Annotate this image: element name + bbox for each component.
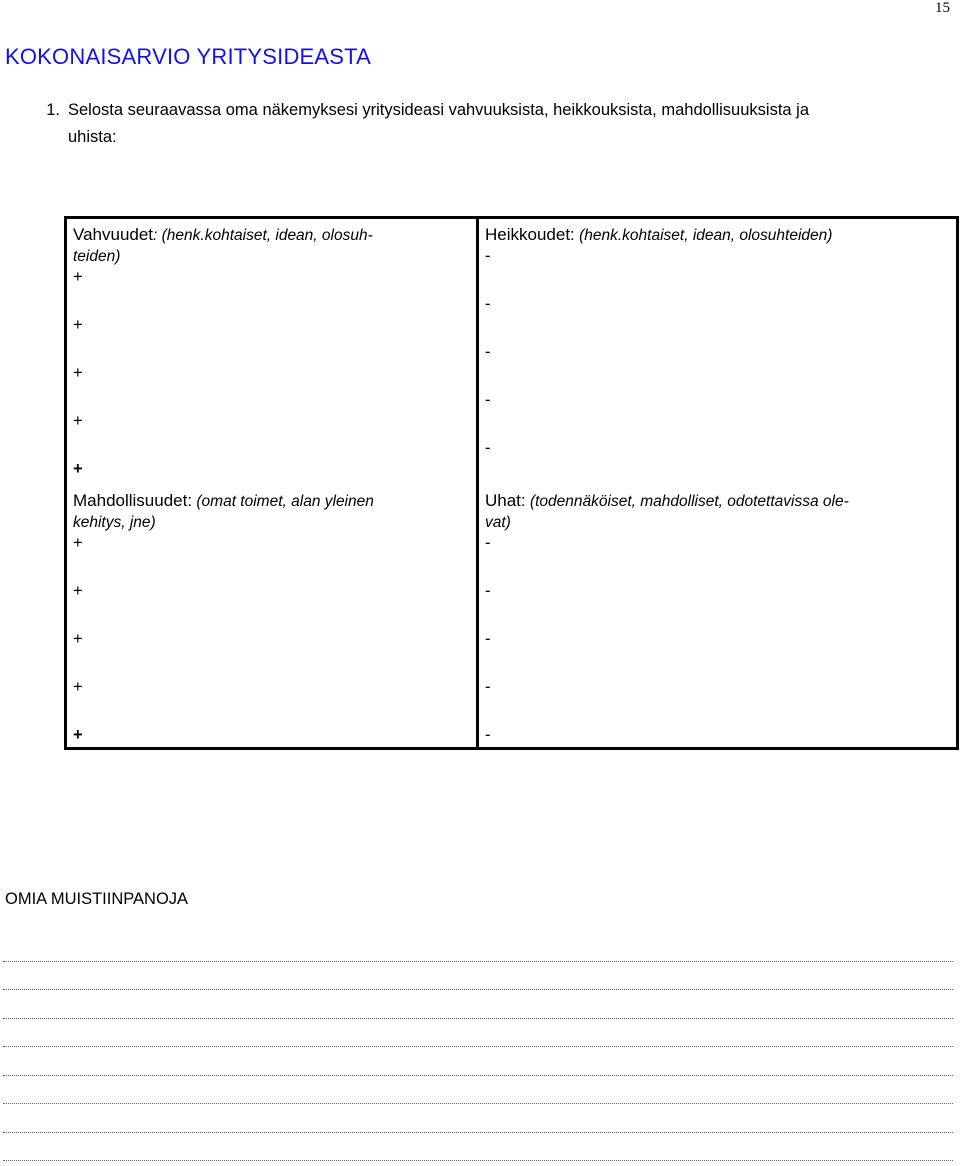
opportunities-heading: Mahdollisuudet: [73, 491, 193, 510]
weaknesses-marker: - [485, 247, 491, 265]
notes-line[interactable] [3, 1103, 953, 1104]
opportunities-marker: + [73, 630, 83, 648]
opportunities-marker: + [73, 726, 83, 744]
threats-header [485, 490, 955, 512]
weaknesses-marker: - [485, 343, 491, 361]
strengths-header [73, 224, 468, 246]
threats-marker: - [485, 630, 491, 648]
question-text-line-1: Selosta seuraavassa oma näkemyksesi yritysideasi vahvuuksista, heikkouksista, mahdollisuuksista ja [68, 101, 810, 119]
weaknesses-header [485, 224, 955, 246]
notes-line[interactable] [3, 961, 953, 962]
strengths-cell[interactable] [73, 224, 468, 507]
threats-hint-line-1: (todennäköiset, mahdolliset, odotettavissa ole- [525, 493, 849, 510]
opportunities-hint-line-2: kehitys, jne) [73, 514, 156, 531]
weaknesses-heading: Heikkoudet: [485, 225, 575, 244]
threats-cell[interactable] [485, 490, 955, 773]
notes-title: OMIA MUISTIINPANOJA [5, 890, 189, 908]
strengths-marker: + [73, 412, 83, 430]
threats-marker: - [485, 582, 491, 600]
strengths-marker: + [73, 460, 83, 478]
opportunities-marker: + [73, 582, 83, 600]
strengths-heading: Vahvuudet [73, 225, 154, 244]
notes-line[interactable] [3, 1018, 953, 1019]
question-text-line-2: uhista: [68, 128, 117, 146]
swot-table [64, 216, 959, 750]
opportunities-hint-line-1: (omat toimet, alan yleinen [192, 493, 374, 510]
threats-marker: - [485, 678, 491, 696]
strengths-hint-line-2: teiden) [73, 248, 121, 265]
strengths-marker: + [73, 316, 83, 334]
page-title: KOKONAISARVIO YRITYSIDEASTA [5, 44, 372, 69]
question-1 [0, 97, 940, 151]
opportunities-marker: + [73, 534, 83, 552]
weaknesses-cell[interactable] [485, 224, 955, 486]
notes-line[interactable] [3, 1075, 953, 1076]
question-number: 1. [46, 101, 60, 119]
notes-line[interactable] [3, 1160, 953, 1161]
strengths-marker: + [73, 268, 83, 286]
notes-line[interactable] [3, 1046, 953, 1047]
notes-line[interactable] [3, 989, 953, 990]
strengths-marker: + [73, 364, 83, 382]
strengths-hint-line-1: : (henk.kohtaiset, idean, olosuh- [153, 227, 373, 244]
threats-marker: - [485, 726, 491, 744]
swot-column-divider [476, 219, 479, 747]
threats-hint-line-2: vat) [485, 514, 511, 531]
weaknesses-marker: - [485, 439, 491, 457]
page-number: 15 [935, 0, 950, 16]
weaknesses-hint: (henk.kohtaiset, idean, olosuhteiden) [574, 227, 833, 244]
threats-marker: - [485, 534, 491, 552]
notes-line[interactable] [3, 1132, 953, 1133]
opportunities-marker: + [73, 678, 83, 696]
threats-heading: Uhat: [485, 491, 526, 510]
opportunities-cell[interactable] [73, 490, 468, 773]
weaknesses-marker: - [485, 295, 491, 313]
weaknesses-marker: - [485, 391, 491, 409]
opportunities-header [73, 490, 468, 512]
